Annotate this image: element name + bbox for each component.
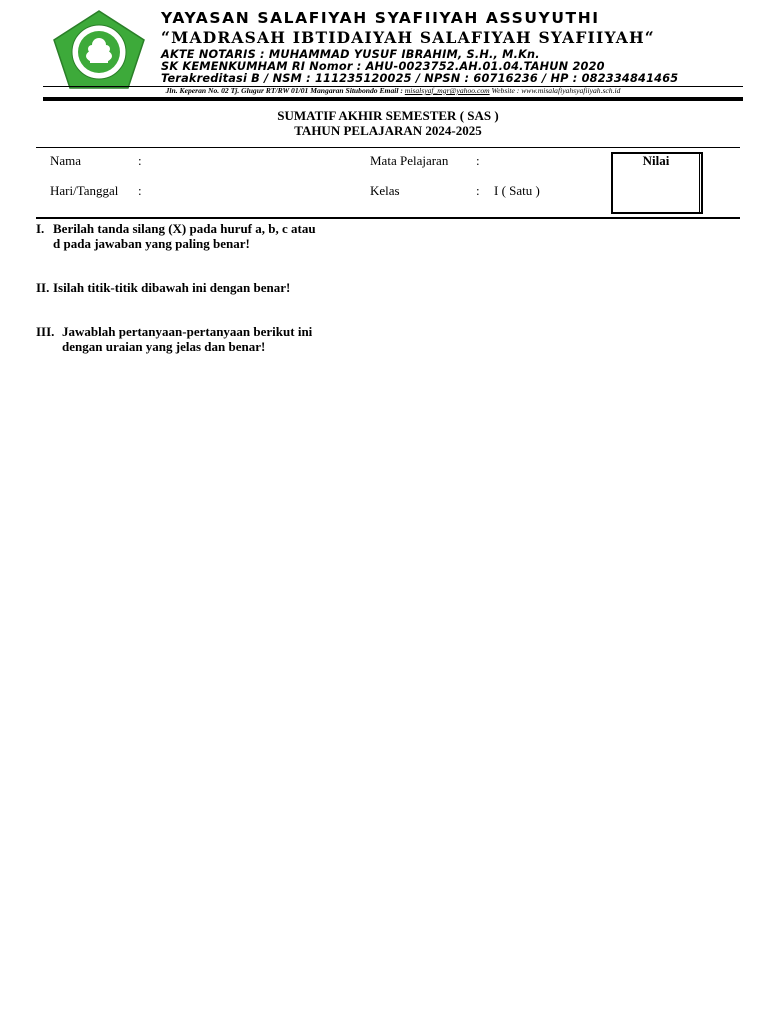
notary-line: AKTE NOTARIS : MUHAMMAD YUSUF IBRAHIM, S.H., M.Kn. (161, 48, 540, 61)
section-3 (36, 324, 376, 356)
info-bottom-rule (36, 217, 740, 219)
info-top-rule (36, 147, 740, 148)
class-value: I ( Satu ) (494, 183, 540, 198)
accreditation-line: Terakreditasi B / NSM : 111235120025 / NPSN : 60716236 / HP : 082334841465 (161, 72, 679, 85)
email-link[interactable]: misalsyaf_mgr@yahoo.com (404, 86, 490, 95)
website-text: Website : www.misalafiyahsyafiiyah.sch.id (489, 86, 621, 95)
address-line (43, 86, 743, 95)
name-colon: : (138, 153, 142, 168)
foundation-name: YAYASAN SALAFIYAH SYAFIIYAH ASSUYUTHI (161, 9, 600, 27)
address-text: Jln. Keperan No. 02 Tj. Glugur RT/RW 01/01 Mangaran Situbondo Email : (165, 86, 405, 95)
subject-colon: : (476, 153, 480, 168)
class-label: Kelas (370, 183, 400, 198)
section-1 (36, 221, 376, 253)
exam-title: SUMATIF AKHIR SEMESTER ( SAS ) (277, 108, 499, 123)
section-1-number: I. (36, 221, 45, 236)
school-name: “MADRASAH IBTIDAIYAH SALAFIYAH SYAFIIYAH“ (161, 28, 655, 47)
section-3-line2: dengan uraian yang jelas dan benar! (62, 339, 266, 354)
subject-label: Mata Pelajaran (370, 153, 449, 168)
section-1-line1: Berilah tanda silang (X) pada huruf a, b, c atau (53, 221, 316, 236)
section-3-line1: Jawablah pertanyaan-pertanyaan berikut ini (62, 324, 313, 339)
header-rule-thick (43, 97, 743, 101)
section-1-line2: d pada jawaban yang paling benar! (53, 236, 250, 251)
section-2-number: II. (36, 280, 50, 295)
section-3-number: III. (36, 324, 55, 339)
class-colon: : (476, 183, 480, 198)
day-date-label: Hari/Tanggal (50, 183, 119, 198)
name-label: Nama (50, 153, 82, 168)
day-date-colon: : (138, 183, 142, 198)
school-year: TAHUN PELAJARAN 2024-2025 (294, 123, 482, 138)
school-logo (52, 10, 146, 90)
section-2 (36, 280, 376, 296)
sk-line: SK KEMENKUMHAM RI Nomor : AHU-0023752.AH.01.04.TAHUN 2020 (161, 60, 605, 73)
section-2-line1: Isilah titik-titik dibawah ini dengan benar! (53, 280, 291, 295)
score-label: Nilai (642, 153, 670, 168)
